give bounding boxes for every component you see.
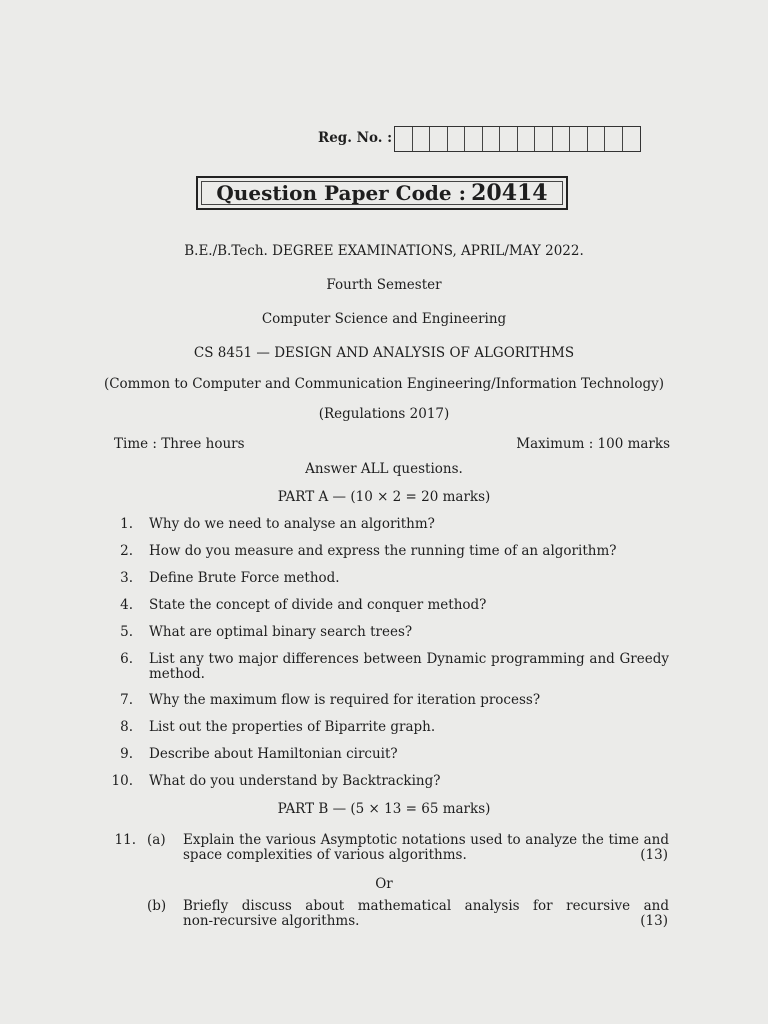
- q11a-marks: (13): [640, 847, 668, 863]
- question-number: 4.: [120, 597, 133, 613]
- q11a-text-line2: space complexities of various algorithms.: [183, 847, 467, 863]
- or-separator: Or: [375, 876, 393, 892]
- question-number: 5.: [120, 624, 133, 640]
- subpart-b-label: (b): [147, 898, 167, 914]
- question-text: State the concept of divide and conquer method?: [149, 597, 487, 613]
- question-number: 10.: [111, 773, 133, 789]
- question-text: Why do we need to analyse an algorithm?: [149, 516, 435, 532]
- reg-no-digit-box: [535, 127, 553, 151]
- semester: Fourth Semester: [326, 277, 442, 293]
- question-text: Define Brute Force method.: [149, 570, 340, 586]
- reg-no-boxes: [394, 126, 641, 152]
- q11a-text-line1: Explain the various Asymptotic notations used to analyze the time and: [183, 832, 669, 848]
- reg-no-digit-box: [430, 127, 448, 151]
- reg-no-digit-box: [483, 127, 501, 151]
- common-to: (Common to Computer and Communication Engineering/Information Technology): [103, 376, 665, 392]
- paper-code-number: 20414: [471, 180, 548, 206]
- regulations: (Regulations 2017): [318, 406, 450, 422]
- q11b-text-line1: Briefly discuss about mathematical analysis for recursive and: [183, 898, 669, 914]
- paper-code-box: [196, 176, 568, 210]
- question-text: Describe about Hamiltonian circuit?: [149, 746, 398, 762]
- reg-no-digit-box: [448, 127, 466, 151]
- part-b-title: PART B — (5 × 13 = 65 marks): [277, 801, 491, 817]
- time-allowed: Time : Three hours: [114, 436, 245, 452]
- reg-no-digit-box: [570, 127, 588, 151]
- question-text-line1: List any two major differences between Dynamic programming and Greedy: [149, 651, 669, 667]
- question-number: 2.: [120, 543, 133, 559]
- question-text: How do you measure and express the running time of an algorithm?: [149, 543, 617, 559]
- question-text: What are optimal binary search trees?: [149, 624, 413, 640]
- reg-no-label: Reg. No. :: [318, 130, 393, 146]
- question-number: 8.: [120, 719, 133, 735]
- reg-no-digit-box: [588, 127, 606, 151]
- part-a-title: PART A — (10 × 2 = 20 marks): [277, 489, 491, 505]
- question-text: What do you understand by Backtracking?: [149, 773, 441, 789]
- reg-no-digit-box: [500, 127, 518, 151]
- course-title: CS 8451 — DESIGN AND ANALYSIS OF ALGORITHMS: [193, 345, 575, 361]
- q11b-marks: (13): [640, 913, 668, 929]
- reg-no-digit-box: [395, 127, 413, 151]
- department: Computer Science and Engineering: [261, 311, 507, 327]
- question-number: 6.: [120, 651, 133, 667]
- reg-no-digit-box: [553, 127, 571, 151]
- question-number: 7.: [120, 692, 133, 708]
- reg-no-digit-box: [465, 127, 483, 151]
- question-number: 9.: [120, 746, 133, 762]
- maximum-marks: Maximum : 100 marks: [516, 436, 670, 452]
- reg-no-digit-box: [605, 127, 623, 151]
- question-text-line2: method.: [149, 666, 205, 682]
- question-number: 3.: [120, 570, 133, 586]
- question-number: 1.: [120, 516, 133, 532]
- reg-no-digit-box: [413, 127, 431, 151]
- paper-code-label: Question Paper Code :: [216, 181, 466, 205]
- reg-no-digit-box: [623, 127, 641, 151]
- instruction: Answer ALL questions.: [305, 461, 463, 477]
- reg-no-digit-box: [518, 127, 536, 151]
- exam-title: B.E./B.Tech. DEGREE EXAMINATIONS, APRIL/MAY 2022.: [184, 243, 584, 259]
- question-number: 11.: [114, 832, 136, 848]
- subpart-a-label: (a): [147, 832, 166, 848]
- question-text: List out the properties of Biparrite graph.: [149, 719, 436, 735]
- q11b-text-line2: non-recursive algorithms.: [183, 913, 360, 929]
- question-text: Why the maximum flow is required for iteration process?: [149, 692, 541, 708]
